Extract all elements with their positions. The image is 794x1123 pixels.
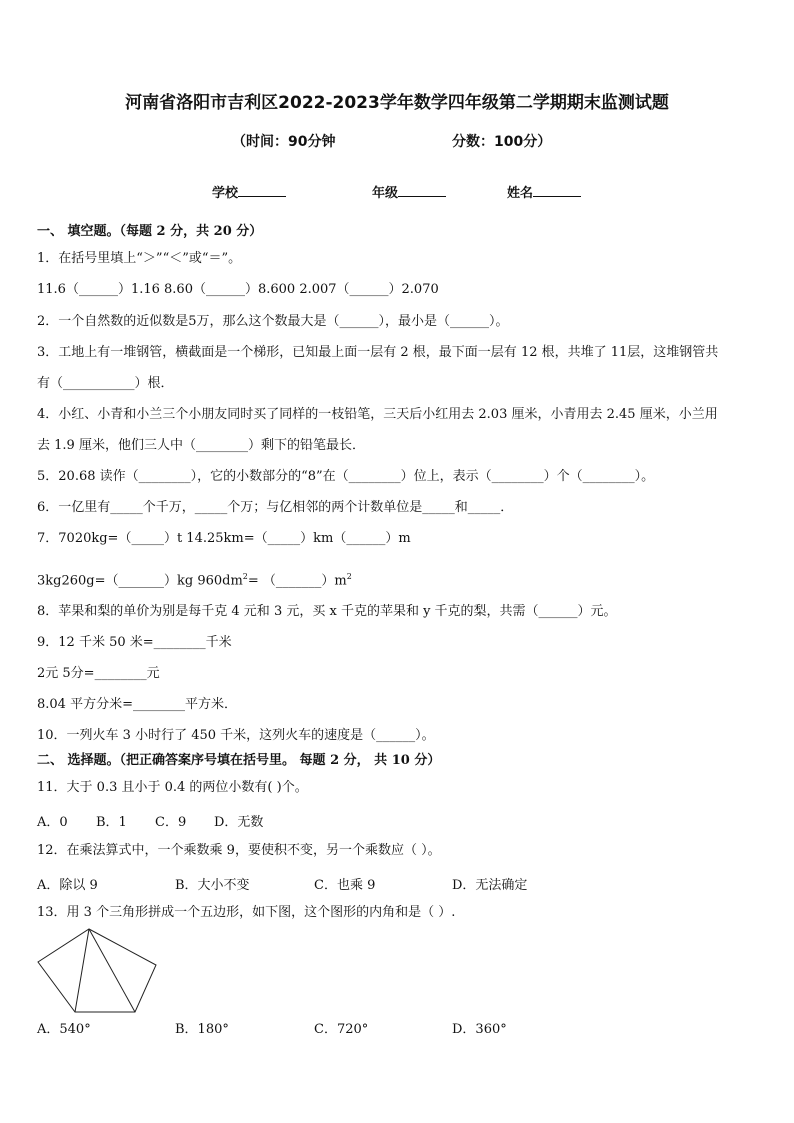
q7b-superscript: 2 bbox=[242, 572, 248, 581]
q12-option-c: C．也乘 9 bbox=[314, 878, 376, 893]
question-9-line3: 8.04 平方分米=________平方米． bbox=[37, 697, 237, 712]
grade-blank bbox=[398, 184, 446, 197]
q11-option-a: A．0 bbox=[37, 815, 68, 830]
q12-option-a: A．除以 9 bbox=[37, 878, 98, 893]
question-7-line1: 7．7020kg=（_____）t 14.25km=（_____）km（______）m bbox=[37, 531, 411, 546]
grade-field bbox=[372, 182, 446, 201]
exam-time: （时间：90分钟 bbox=[232, 134, 336, 150]
q13-option-c: C．720° bbox=[314, 1022, 369, 1037]
question-1: 1．在括号里填上“＞”“＜”或“＝”。 bbox=[37, 251, 242, 266]
page-title: 河南省洛阳市吉利区2022-2023学年数学四年级第二学期期末监测试题 bbox=[125, 93, 669, 113]
school-blank bbox=[238, 184, 286, 197]
question-1-items: 11.6（______）1.16 8.60（______）8.600 2.007（______）2.070 bbox=[37, 282, 439, 297]
q7b-superscript-2: 2 bbox=[346, 572, 352, 581]
exam-score: 分数：100分） bbox=[452, 134, 552, 150]
name-blank bbox=[533, 184, 581, 197]
q12-option-b: B．大小不变 bbox=[175, 878, 250, 893]
question-3-line2: 有（___________）根． bbox=[37, 376, 174, 391]
q11-option-d: D．无数 bbox=[214, 815, 264, 830]
question-6: 6．一亿里有_____个千万，_____个万；与亿相邻的两个计数单位是_____和_____． bbox=[37, 500, 514, 515]
question-2: 2．一个自然数的近似数是5万，那么这个数最大是（______），最小是（______）。 bbox=[37, 314, 509, 329]
name-label: 姓名 bbox=[507, 186, 534, 201]
section1-heading: 一、 填空题。（每题 2 分，共 20 分） bbox=[37, 224, 263, 239]
q11-option-b: B．1 bbox=[96, 815, 127, 830]
question-10: 10．一列火车 3 小时行了 450 千米，这列火车的速度是（______）。 bbox=[37, 728, 435, 743]
q11-option-c: C．9 bbox=[155, 815, 187, 830]
question-9-line2: 2元 5分=________元 bbox=[37, 666, 160, 681]
q7b-part2: = （_______）m bbox=[247, 573, 347, 589]
question-12: 12．在乘法算式中，一个乘数乘 9，要使积不变，另一个乘数应（ ）。 bbox=[37, 843, 441, 858]
question-4-line2: 去 1.9 厘米，他们三人中（________）剩下的铅笔最长． bbox=[37, 438, 365, 453]
pentagon-figure bbox=[37, 928, 159, 1014]
question-8: 8．苹果和梨的单价为别是每千克 4 元和 3 元，买 x 千克的苹果和 y 千克的梨，共需（______）元。 bbox=[37, 604, 617, 619]
q13-option-d: D．360° bbox=[452, 1022, 507, 1037]
question-3-line1: 3．工地上有一堆钢管，横截面是一个梯形，已知最上面一层有 2 根，最下面一层有 12 根，共堆了 11层，这堆钢管共 bbox=[37, 345, 719, 360]
pentagon-outline bbox=[38, 929, 156, 1012]
grade-label: 年级 bbox=[372, 186, 399, 201]
question-5: 5．20.68 读作（________），它的小数部分的“8”在（________）位上，表示（________）个（________）。 bbox=[37, 469, 655, 484]
school-field bbox=[212, 182, 286, 201]
q13-option-a: A．540° bbox=[37, 1022, 91, 1037]
question-9-line1: 9．12 千米 50 米=________千米 bbox=[37, 635, 232, 650]
section2-heading: 二、 选择题。（把正确答案序号填在括号里。 每题 2 分， 共 10 分） bbox=[37, 753, 441, 768]
school-label: 学校 bbox=[212, 186, 239, 201]
question-7-line2 bbox=[37, 568, 352, 590]
name-field bbox=[507, 182, 581, 201]
question-13: 13．用 3 个三角形拼成一个五边形，如下图，这个图形的内角和是（ ）. bbox=[37, 905, 456, 920]
question-4-line1: 4．小红、小青和小兰三个小朋友同时买了同样的一枝铅笔，三天后小红用去 2.03 厘米，小青用去 2.45 厘米，小兰用 bbox=[37, 407, 718, 422]
q7b-part1: 3kg260g=（_______）kg 960dm bbox=[37, 573, 243, 589]
q13-option-b: B．180° bbox=[175, 1022, 229, 1037]
diagonal-1 bbox=[75, 929, 89, 1012]
question-11: 11．大于 0.3 且小于 0.4 的两位小数有( )个。 bbox=[37, 780, 308, 795]
q12-option-d: D．无法确定 bbox=[452, 878, 528, 893]
